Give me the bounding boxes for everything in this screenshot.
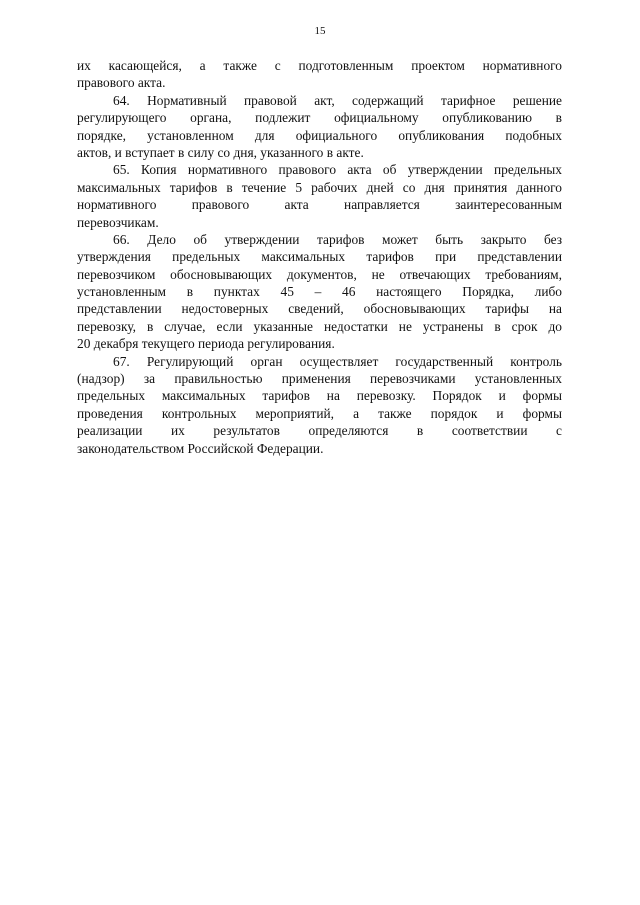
text-line: нормативного правового акта направляется заинтересованным [77,197,562,213]
text-line: законодательством Российской Федерации. [77,440,324,456]
document-body [77,57,562,457]
text-line: перевозку, в случае, если указанные недостатки не устранены в срок до [77,318,562,334]
text-line: реализации их результатов определяются в соответствии с [77,423,562,439]
text-line: правового акта. [77,75,166,91]
text-line: (надзор) за правильностью применения перевозчиками установленных [77,371,562,387]
text-line: установленным в пунктах 45 – 46 настоящего Порядка, либо [77,284,562,300]
text-line: перевозчикам. [77,214,159,230]
text-line: утверждения предельных максимальных тарифов при представлении [77,249,562,265]
text-line: представлении недостоверных сведений, обосновывающих тарифы на [77,301,562,317]
text-line: максимальных тарифов в течение 5 рабочих дней со дня принятия данного [77,179,562,195]
text-line: порядке, установленном для официального опубликования подобных [77,127,562,143]
text-line: актов, и вступает в силу со дня, указанного в акте. [77,144,364,160]
paragraph-66-start: 66. Дело об утверждении тарифов может быть закрыто без [113,231,562,247]
text-line: регулирующего органа, подлежит официальному опубликованию в [77,110,562,126]
paragraph-67-start: 67. Регулирующий орган осуществляет государственный контроль [113,353,562,369]
text-line: их касающейся, а также с подготовленным проектом нормативного [77,58,562,73]
paragraph-64-start: 64. Нормативный правовой акт, содержащий тарифное решение [113,92,562,108]
paragraph-65-start: 65. Копия нормативного правового акта об утверждении предельных [113,162,562,178]
text-line: проведения контрольных мероприятий, а также порядок и формы [77,405,562,421]
text-line: перевозчиком обосновывающих документов, не отвечающих требованиям, [77,266,562,282]
page-number: 15 [314,25,326,37]
text-line: 20 декабря текущего периода регулирования. [77,336,335,352]
text-line: предельных максимальных тарифов на перевозку. Порядок и формы [77,388,562,404]
